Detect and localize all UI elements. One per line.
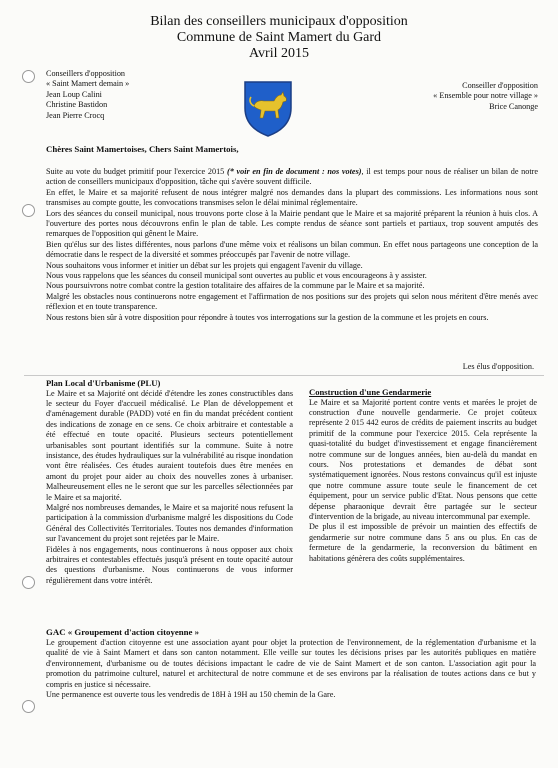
punch-hole bbox=[22, 70, 35, 83]
punch-hole bbox=[22, 700, 35, 713]
intro-letter bbox=[46, 167, 538, 323]
gac-section bbox=[46, 638, 536, 700]
intro-paragraph: Nous poursuivrons notre combat contre la gestion totalitaire des affaires de la commune par le Maire et sa majorité. bbox=[46, 281, 425, 291]
left-group-list-name: « Saint Mamert demain » bbox=[46, 79, 130, 89]
document-subtitle: Commune de Saint Mamert du Gard bbox=[176, 30, 382, 45]
punch-hole bbox=[22, 204, 35, 217]
right-group-title: Conseiller d'opposition bbox=[462, 81, 538, 90]
intro-paragraph: Nous restons bien sûr à votre disposition pour répondre à toutes vos interrogations sur la gestion de la commune et les projets en cours. bbox=[46, 312, 489, 322]
intro-paragraph: Nous vous rappelons que les séances du conseil municipal sont ouvertes au public et vous encourageons à y assister. bbox=[46, 271, 427, 281]
document-date: Avril 2015 bbox=[248, 46, 309, 61]
left-group-title: Conseillers d'opposition bbox=[46, 69, 126, 78]
plu-paragraph: Malgré nos nombreuses demandes, le Maire et sa majorité nous refusent la participation à la commission d'urbanisme malgré les dispositions du Code Général des Collectivités Territoriales. Toutes nos demandes d'information sur l'avancement du projet sont rejetées par le Maire. bbox=[46, 502, 293, 544]
left-councillors-block bbox=[46, 69, 216, 121]
document-title: Bilan des conseillers municipaux d'opposition bbox=[150, 14, 408, 29]
intro-paragraph: Nous souhaitons vous informer et initier un débat sur les projets qui engagent l'avenir du village. bbox=[46, 260, 363, 270]
plu-title: Plan Local d'Urbanisme (PLU) bbox=[46, 378, 161, 388]
gac-title: GAC « Groupement d'action citoyenne » bbox=[46, 627, 200, 637]
gendarmerie-section bbox=[309, 387, 537, 564]
intro-paragraph: Bien qu'élus sur des listes différentes, nous parlons d'une même voix et réalisons un bilan commun. En effet nous partageons une conception de la démocratie dans le respect de la diversité et sommes préoccupés par l'avenir de notre village. bbox=[46, 239, 538, 260]
intro-footnote-ref: (* voir en fin de document : nos votes) bbox=[226, 167, 362, 176]
right-group-list-name: « Ensemble pour notre village » bbox=[433, 91, 538, 101]
left-group-member: Jean Loup Calini bbox=[46, 89, 102, 99]
gendarmerie-paragraph: De plus il est impossible de prévoir un maintien des effectifs de gendarmerie sur notre commune dans 5 ans ou plus. En cas de fermeture de la gendarmerie, la reconversion du bâtiment en habitations génèrera des coûts supplémentaires. bbox=[309, 522, 537, 563]
left-group-member: Christine Bastidon bbox=[46, 100, 108, 110]
plu-paragraph: Fidèles à nos engagements, nous continuerons à nous opposer aux choix arbitraires et contestables effectués jusqu'à présent en toute opacité autour des questions d'urbanisme. Nous continuerons de vous informer régulièrement dans votre intérêt. bbox=[46, 544, 293, 585]
intro-paragraph bbox=[46, 167, 538, 188]
gendarmerie-paragraph: Le Maire et sa Majorité portent contre vents et marées le projet de construction d'une nouvelle gendarmerie. Ce projet coûteux représente 2 015 442 euros de crédits de paiement inscrits au budget primitif de la commune pour l'exercice 2015. Cela représente la quasi-totalité du budget d'investissement et engage financièrement notre commune sur de longues années, bien au-delà du mandat en cours. Nos protestations et demandes de débat sont systématiquement ignorées. Nous restons convaincus qu'il est injuste que notre commune assure toute seule le financement de cet équipement, pour un service public d'Etat. Nous pensons que cette dépense pharaonique devrait être partagée sur le secteur d'intervention de la brigade, au niveau intercommunal par exemple. bbox=[309, 397, 537, 521]
gendarmerie-title: Construction d'une Gendarmerie bbox=[309, 387, 432, 397]
coat-of-arms-icon bbox=[243, 80, 293, 138]
section-divider bbox=[24, 375, 544, 376]
greeting: Chères Saint Mamertoises, Chers Saint Mamertois, bbox=[46, 144, 239, 154]
intro-paragraph: Lors des séances du conseil municipal, nous trouvons porte close à la Mairie pendant que le Maire et sa majorité préparent la réunion à huis clos. A l'ouverture des portes nous découvrons enfin le plan de table. Les compte rendus de séance sont partiels et partiaux, trop souvent amputés des remarques de l'opposition qui gênent le Maire. bbox=[46, 208, 538, 239]
intro-text: , il est temps pour nous de réaliser un bilan de notre action de conseillers municipaux d'opposition, tâche qui s'avère souvent difficile. bbox=[46, 167, 538, 187]
intro-paragraph: Malgré les obstacles nous continuerons notre engagement et l'affirmation de nos positions sur des projets qui selon nous méritent d'être menés avec réflexion et en toute transparence. bbox=[46, 291, 538, 312]
intro-text: Suite au vote du budget primitif pour l'exercice 2015 bbox=[46, 167, 227, 176]
signature: Les élus d'opposition. bbox=[462, 362, 534, 371]
right-councillor-block bbox=[338, 81, 538, 112]
plu-section bbox=[46, 378, 293, 586]
right-group-member: Brice Canonge bbox=[489, 101, 538, 111]
plu-paragraph: Le Maire et sa Majorité ont décidé d'étendre les zones constructibles dans le secteur du Foyer d'accueil médicalisé. Le Plan de développement et d'aménagement durable (PADD) voté en fin du mandat précédent contient des indications de zonage en ce sens. Ce choix arbitraire et contestable a été effectué en toute opacité. Plusieurs secteurs potentiellement urbanisables sont pourtant identifiés sur la commune. Suite à notre insistance, des études hydrauliques sur la vulnérabilité au risque inondation vont être réalisées. Ces études auraient toutefois dues être menées en amont du projet pour aider au choix des nouvelles zones à urbaniser. Malheureusement elles ne le seront que sur les parcelles sélectionnées par le Maire et sa majorité. bbox=[46, 388, 293, 502]
punch-hole bbox=[22, 576, 35, 589]
left-group-member: Jean Pierre Crocq bbox=[46, 110, 105, 120]
gac-paragraph: Le groupement d'action citoyenne est une association ayant pour objet la protection de l'environnement, de la réglementation d'urbanisme et la qualité de vie à Saint Mamert et dans son canton notamment. Elle veille sur toutes les décisions prises par les autorités publiques en matière d'environnement, d'urbanisme ou de toutes décisions impactant le cadre de vie de Saint Mamert et de son canton. L'association agit pour la promotion du patrimoine culturel, naturel et architectural de notre commune et de ses environs par la réalisation de toutes actions dans ce but y compris en justice si nécessaire. bbox=[46, 638, 536, 689]
intro-paragraph: En effet, le Maire et sa majorité refusent de nous intégrer malgré nos demandes dans la plupart des commissions. Les informations nous sont transmises au compte goutte, les convocations transmises selon le délai minimal réglementaire. bbox=[46, 187, 538, 208]
page-bottom-edge bbox=[0, 756, 558, 768]
gac-paragraph: Une permanence est ouverte tous les vendredis de 18H à 19H au 150 chemin de la Gare. bbox=[46, 690, 336, 700]
